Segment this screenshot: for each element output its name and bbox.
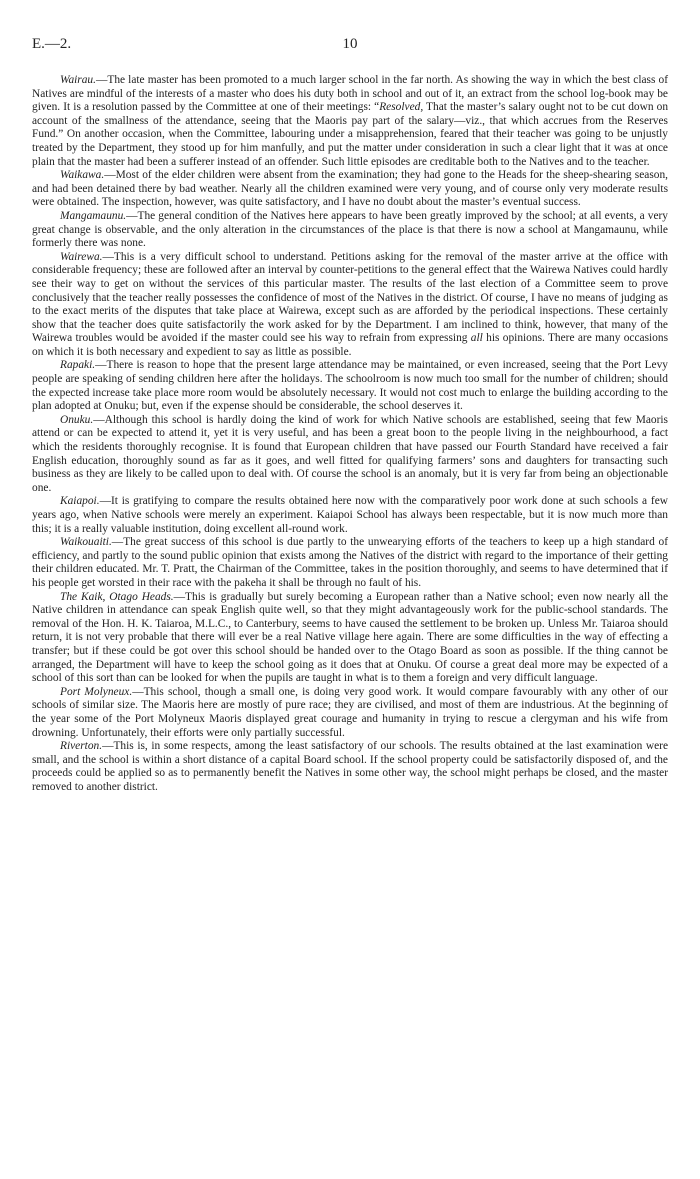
- document-code: E.—2.: [32, 36, 72, 52]
- paragraph: [32, 536, 668, 590]
- page-number: 10: [342, 36, 358, 52]
- paragraph-text: —This is gradually but surely becoming a European rather than a Native school; even now nearly all the Native children in attendance can speak English quite well, so that they might advantageously work for the public-school standards. The removal of the Hon. H. K. Taiaroa, M.L.C., to Canterbury, seems to have caused the settlement to be broken up. Unless Mr. Taiaroa should return, it is not very probable that there will ever be a real Native village here again. There are some difficulties in the way of effecting a transfer; but if these could be got over this school should be handed over to the Otago Board as soon as possible. If the thing cannot be arranged, the Department will have to keep the school going as it does that at Onuku. Of course a great deal more may be expected of a school of this sort than can be looked for when the pupils are taught in what is to them a foreign and very difficult language.: [32, 590, 669, 685]
- paragraph-text: —The general condition of the Natives here appears to have been greatly improved by the school; at all events, a very great change is observable, and the only alteration in the circumstances of the place is that there is now a school at Mangamaunu, while formerly there was none.: [32, 209, 668, 250]
- paragraph-text: —This school, though a small one, is doing very good work. It would compare favourably with any other of our schools of similar size. The Maoris here are mostly of pure race; they are civilised, and most of them are industrious. At the beginning of the year some of the Port Molyneux Maoris displayed great courage and humanity in trying to rescue a clergyman and his wife from drowning. Unfortunately, their efforts were only partially successful.: [32, 685, 668, 739]
- paragraph-text: —The late master has been promoted to a much larger school in the far north. As showing the way in which the best class of Natives are mindful of the interests of a master who does his duty both in school and out of it, an extract from the school log-book may be given. It is a resolution passed by the Committee at one of their meetings: “: [32, 74, 668, 114]
- paragraph-heading: Kaiapoi.: [60, 495, 100, 508]
- paragraph-text: —There is reason to hope that the present large attendance may be maintained, or even increased, seeing that the Port Levy people are speaking of sending children here after the holidays. The schoolroom is now much too small for the number of children; should the expected increase take place more room would be absolutely necessary. It would not cost much to enlarge the building according to the plan adopted at Onuku; but, even if the expense should be considerable, the school deserves it.: [32, 359, 668, 413]
- paragraph-heading: Wairau.: [60, 74, 96, 86]
- paragraph-text: —Although this school is hardly doing the kind of work for which Native schools are established, seeing that few Maoris attend or can be expected to attend it, yet it is very useful, and has been a great boon to the people living in the neighbourhood, a fact which the residents thoroughly recognise. It is found that European children that have passed our Fourth Standard have received a fair English education, thoroughly sound as far as it goes, and well fitted for qualifying farmers’ sons and daughters for transacting such business as they are likely to be called upon to deal with. Of course the school is an anomaly, but it is very far from being an objectionable one.: [32, 413, 668, 494]
- paragraph: [32, 495, 668, 536]
- paragraph-heading: Riverton.: [60, 740, 103, 753]
- paragraph-text: —This is a very difficult school to understand. Petitions asking for the removal of the master arrive at the office with considerable frequency; these are followed after an interval by counter-petitions to the general effect that the Wairewa Natives could hardly see their way to get on without the services of this particular master. The results of the last election of a Committee seem to prove conclusively that the teacher really possesses the confidence of most of the Natives in the district. Of course, I have no means of judging as to the exact merits of the disputes that take place at Wairewa, except such as are afforded by the periodical inspections. These certainly show that the teacher does quite satisfactorily the work asked for by the Department. I am inclined to think, however, that many of the Wairewa troubles would be avoided if the master could see his way to refrain from expressing: [32, 250, 668, 345]
- paragraph: [32, 686, 668, 740]
- paragraph-heading: The Kaik, Otago Heads.: [60, 590, 174, 603]
- paragraph-heading: Wairewa.: [60, 250, 103, 263]
- paragraph-text: his opinions. There are many occasions on which it is both necessary and expedient to say as little as possible.: [32, 332, 668, 358]
- paragraph: [32, 414, 668, 496]
- paragraph-heading: Onuku.: [60, 413, 94, 426]
- emphasis-text: Resolved,: [379, 101, 424, 114]
- paragraph: [32, 359, 668, 413]
- paragraph-heading: Rapaki.: [60, 359, 96, 372]
- page-header: [32, 36, 668, 60]
- paragraph-text: —The great success of this school is due partly to the unwearying efforts of the teachers to keep up a high standard of efficiency, and partly to the sound public opinion that exists among the Natives of the district with regard to the importance of their getting their children educated. Mr. T. Pratt, the Chairman of the Committee, takes in the position thoroughly, and seems to have determined that if his people get worsted in their race with the pakeha it shall be through no fault of his.: [32, 536, 668, 589]
- paragraph-heading: Waikawa.: [60, 169, 105, 182]
- body-text: [32, 74, 668, 794]
- paragraph-heading: Port Molyneux.: [60, 685, 133, 698]
- paragraph-heading: Waikouaiti.: [60, 536, 112, 549]
- paragraph-text: —It is gratifying to compare the results obtained here now with the comparatively poor work done at such schools a few years ago, when Native schools were merely an experiment. Kaiapoi School has always been respectable, but it is now much more than this; it is a really valuable institution, doing excellent all-round work.: [32, 495, 668, 535]
- paragraph: [32, 210, 668, 251]
- emphasis-text: all: [470, 332, 483, 345]
- paragraph: [32, 591, 668, 686]
- paragraph: [32, 74, 668, 169]
- paragraph-heading: Mangamaunu.: [60, 209, 127, 222]
- paragraph: [32, 169, 668, 210]
- paragraph: [32, 251, 668, 360]
- paragraph: [32, 740, 668, 794]
- paragraph-text: —Most of the elder children were absent from the examination; they had gone to the Heads for the sheep-shearing season, and had been detained there by bad weather. Nearly all the children examined were very young, and of course only very moderate results were obtained. The inspection, however, was quite satisfactory, and I have no doubt about the master’s eventual success.: [32, 169, 668, 209]
- paragraph-text: That the master’s salary ought not to be cut down on account of the smallness of the attendance, seeing that the Maoris pay part of the salary—viz., that which accrues from the Reserves Fund.” On another occasion, when the Committee, labouring under a misapprehension, feared that their teacher was going to be unjustly treated by the Department, they stood up for him manfully, and put the matter under consideration in such a clear light that it was at once plain that the master had been a sufferer instead of an offender. Such little episodes are creditable both to the Natives and to the teacher.: [32, 101, 669, 168]
- paragraph-text: —This is, in some respects, among the least satisfactory of our schools. The results obtained at the last examination were small, and the school is within a short distance of a capital Board school. If the school property could be satisfactorily disposed of, and the proceeds could be applied so as to permanently benefit the Natives in some other way, the school might perhaps be closed, and the master removed to another district.: [32, 740, 668, 793]
- document-page: [32, 36, 668, 794]
